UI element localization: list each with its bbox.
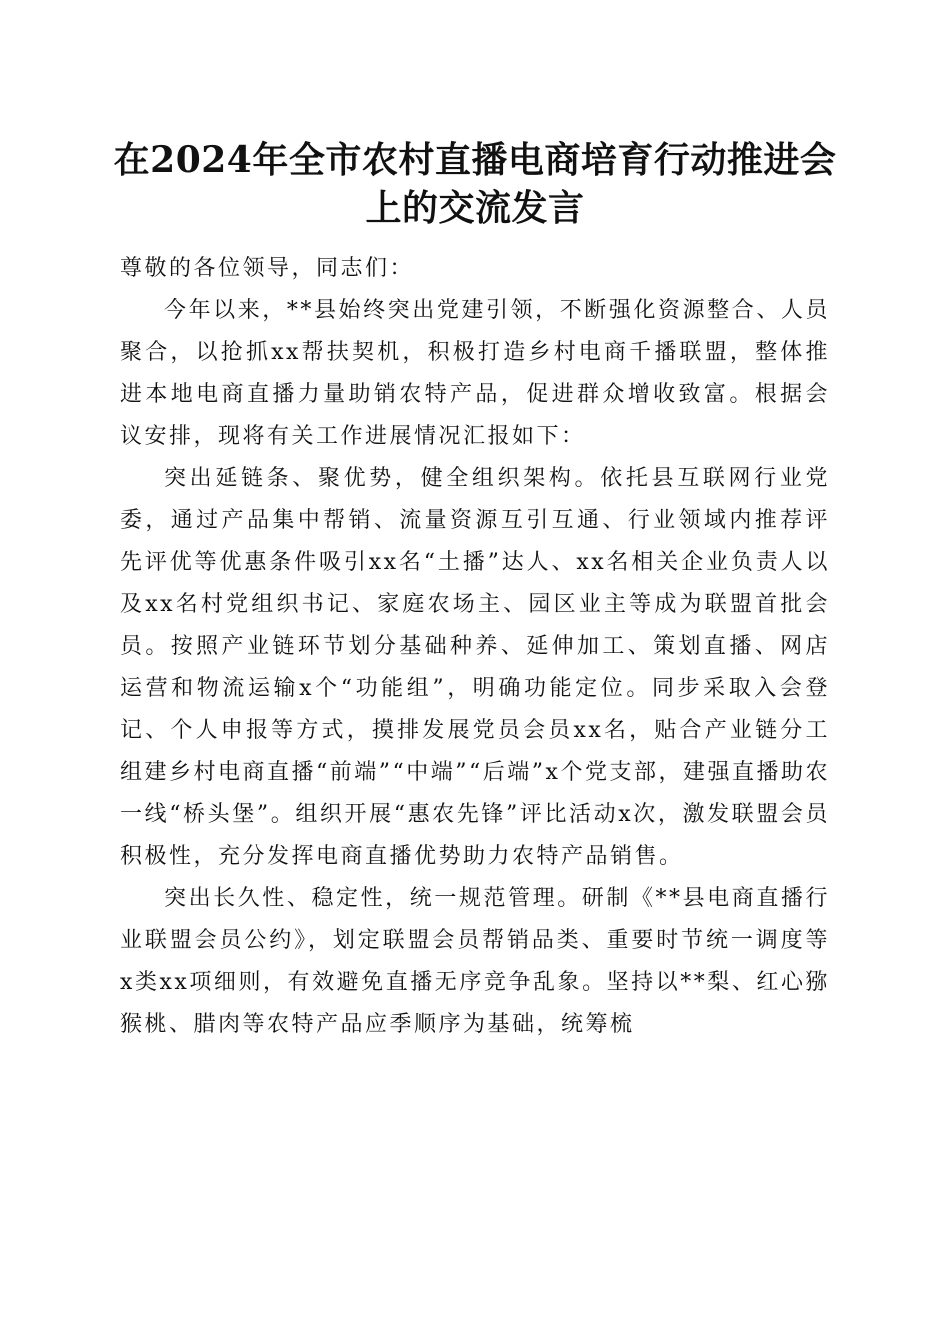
paragraph-management: 突出长久性、稳定性，统一规范管理。研制《**县电商直播行业联盟会员公约》，划定联盟会员帮销品类、重要时节统一调度等x类xx项细则，有效避免直播无序竞争乱象。坚持以**梨、红心猕猴桃、腊肉等农特产品应季顺序为基础，统筹梳 [120, 886, 830, 1037]
paragraph-organization: 突出延链条、聚优势，健全组织架构。依托县互联网行业党委，通过产品集中帮销、流量资源互引互通、行业领域内推荐评先评优等优惠条件吸引xx名“土播”达人、xx名相关企业负责人以及xx名村党组织书记、家庭农场主、园区业主等成为联盟首批会员。按照产业链环节划分基础种养、延伸加工、策划直播、网店运营和物流运输x个“功能组”，明确功能定位。同步采取入会登记、个人申报等方式，摸排发展党员会员xx名，贴合产业链分工组建乡村电商直播“前端”“中端”“后端”x个党支部，建强直播助农一线“桥头堡”。组织开展“惠农先锋”评比活动x次，激发联盟会员积极性，充分发挥电商直播优势助力农特产品销售。 [120, 466, 830, 869]
paragraph-intro: 今年以来，**县始终突出党建引领，不断强化资源整合、人员聚合，以抢抓xx帮扶契机，积极打造乡村电商千播联盟，整体推进本地电商直播力量助销农特产品，促进群众增收致富。根据会议安排，现将有关工作进展情况汇报如下： [120, 298, 830, 449]
document-title-line-2: 上的交流发言 [365, 187, 585, 229]
document-title-line-1: 在2024年全市农村直播电商培育行动推进会 [113, 139, 837, 181]
salutation: 尊敬的各位领导，同志们： [120, 256, 415, 281]
document-body [120, 248, 830, 1046]
